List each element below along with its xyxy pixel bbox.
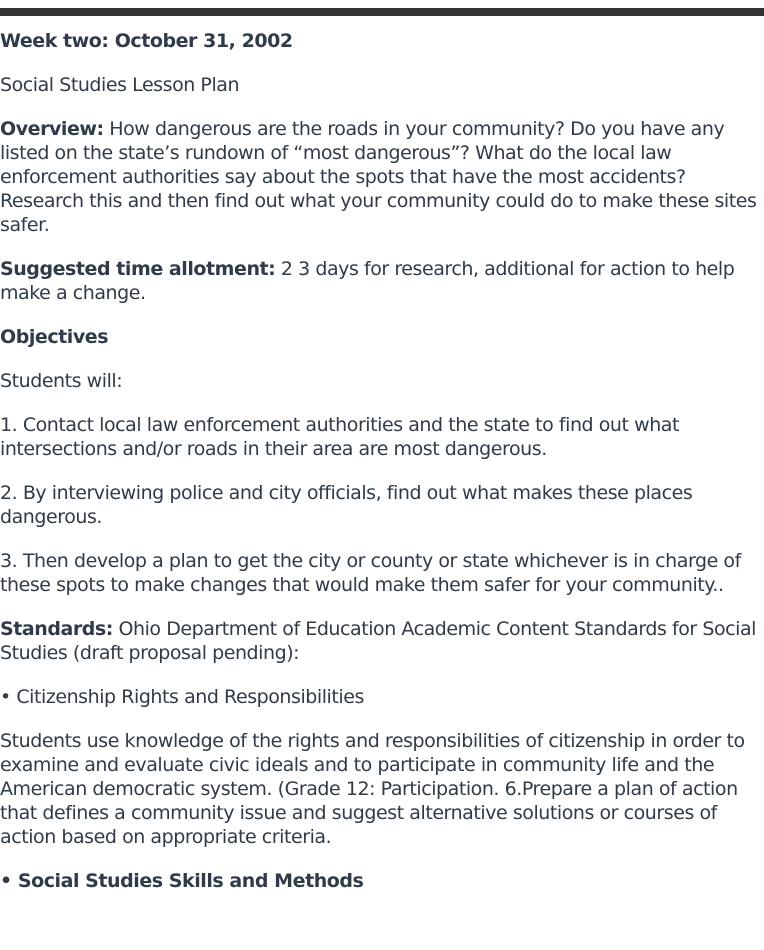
objective-item: 1. Contact local law enforcement authorities and the state to find out what intersections and/or roads in their area are most dangerous. bbox=[0, 414, 679, 460]
week-heading: Week two: October 31, 2002 bbox=[0, 30, 293, 52]
time-allotment-label: Suggested time allotment: bbox=[0, 258, 276, 280]
top-divider-bar bbox=[0, 8, 764, 16]
standard-bullet-citizenship: • Citizenship Rights and Responsibilities bbox=[0, 686, 364, 708]
standards-paragraph bbox=[0, 617, 764, 665]
objective-item: 2. By interviewing police and city officials, find out what makes these places dangerous. bbox=[0, 482, 693, 528]
time-allotment-paragraph bbox=[0, 257, 764, 305]
standards-text: Ohio Department of Education Academic Content Standards for Social Studies (draft proposal pending): bbox=[0, 618, 757, 664]
objectives-heading: Objectives bbox=[0, 326, 109, 348]
standards-label: Standards: bbox=[0, 618, 113, 640]
standard-description: Students use knowledge of the rights and responsibilities of citizenship in order to examine and evaluate civic ideals and to participate in community life and the American democratic system. (Grade 12: Participation. 6.Prepare a plan of action that defines a community issue and suggest alternative solutions or courses of action based on appropriate criteria. bbox=[0, 730, 745, 848]
overview-paragraph bbox=[0, 117, 764, 237]
subject-title: Social Studies Lesson Plan bbox=[0, 74, 240, 96]
standard-bullet-skills-methods: • Social Studies Skills and Methods bbox=[0, 870, 364, 892]
objective-item: 3. Then develop a plan to get the city or county or state whichever is in charge of these spots to make changes that would make them safer for your community.. bbox=[0, 550, 741, 596]
overview-text: How dangerous are the roads in your community? Do you have any listed on the state’s rundown of “most dangerous”? What do the local law enforcement authorities say about the spots that have the most accidents? Research this and then find out what your community could do to make these sites safer. bbox=[0, 118, 757, 236]
time-allotment-text: 2 3 days for research, additional for action to help make a change. bbox=[0, 258, 735, 304]
objectives-intro: Students will: bbox=[0, 370, 123, 392]
lesson-plan-document bbox=[0, 29, 764, 913]
overview-label: Overview: bbox=[0, 118, 104, 140]
